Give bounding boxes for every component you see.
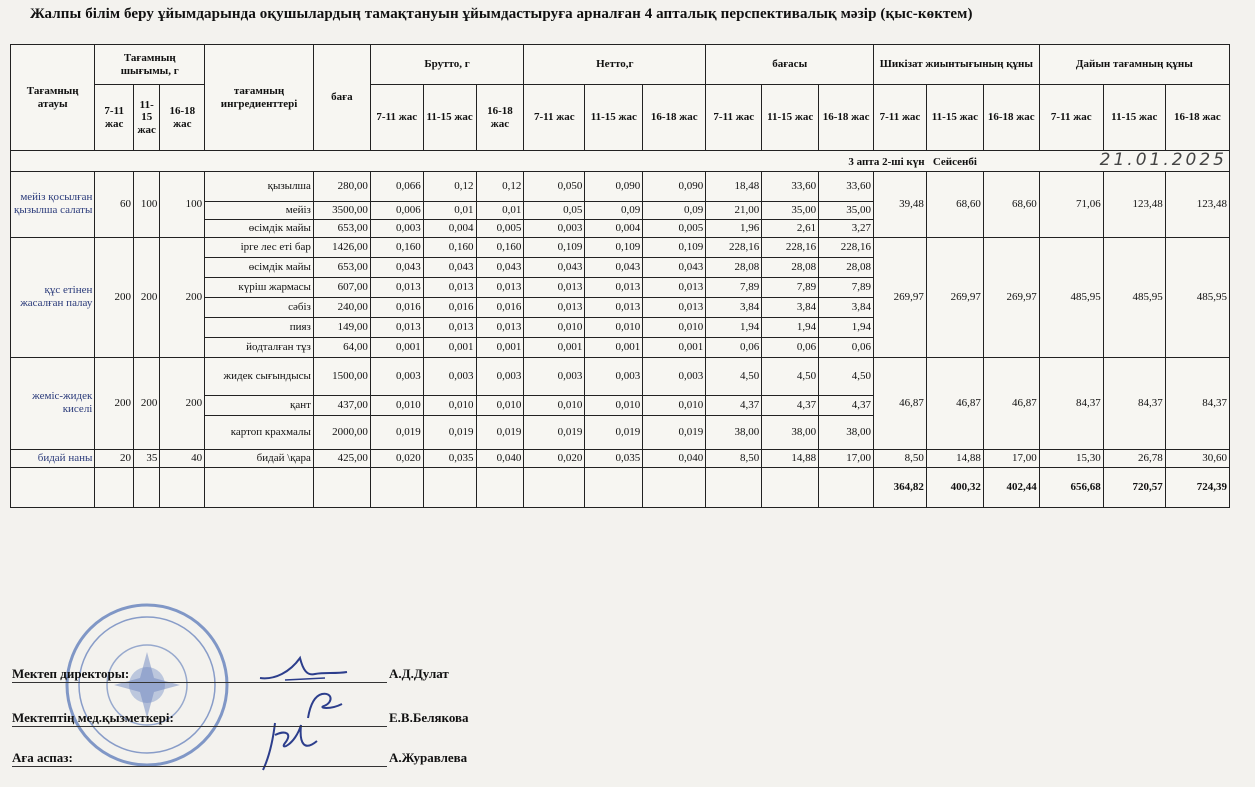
signature-chef <box>12 750 467 767</box>
menu-table <box>10 44 1230 508</box>
output-cell: 200 <box>134 237 160 357</box>
header-age-cost: 7-11 жас <box>706 85 762 151</box>
ready-cost-cell: 71,06 <box>1039 171 1103 237</box>
header-age-output: 16-18 жас <box>160 85 205 151</box>
cost-cell: 17,00 <box>819 449 874 467</box>
ready-cost-cell: 123,48 <box>1165 171 1229 237</box>
cost-cell: 3,27 <box>819 219 874 237</box>
empty-cell <box>205 467 314 507</box>
output-cell: 100 <box>160 171 205 237</box>
output-cell: 200 <box>160 357 205 449</box>
header-ready-cost: Дайын тағамның құны <box>1039 45 1229 85</box>
price-cell: 240,00 <box>313 297 370 317</box>
header-age-net: 11-15 жас <box>585 85 643 151</box>
net-cell: 0,109 <box>585 237 643 257</box>
price-cell: 149,00 <box>313 317 370 337</box>
net-cell: 0,090 <box>643 171 706 201</box>
price-cell: 1500,00 <box>313 357 370 395</box>
gross-cell: 0,12 <box>476 171 524 201</box>
net-cell: 0,035 <box>585 449 643 467</box>
cost-cell: 4,50 <box>819 357 874 395</box>
cost-cell: 4,37 <box>706 395 762 415</box>
gross-cell: 0,013 <box>476 317 524 337</box>
header-net: Нетто,г <box>524 45 706 85</box>
header-age-output: 11-15 жас <box>134 85 160 151</box>
net-cell: 0,013 <box>643 277 706 297</box>
gross-cell: 0,066 <box>370 171 423 201</box>
gross-cell: 0,003 <box>370 357 423 395</box>
cost-cell: 0,06 <box>819 337 874 357</box>
raw-total-cell: 68,60 <box>983 171 1039 237</box>
net-cell: 0,09 <box>585 201 643 219</box>
output-cell: 200 <box>95 237 134 357</box>
cost-cell: 4,37 <box>819 395 874 415</box>
empty-cell <box>476 467 524 507</box>
ready-cost-cell: 26,78 <box>1103 449 1165 467</box>
price-cell: 607,00 <box>313 277 370 297</box>
gross-cell: 0,013 <box>370 277 423 297</box>
empty-cell <box>11 467 95 507</box>
gross-cell: 0,043 <box>370 257 423 277</box>
gross-cell: 0,01 <box>423 201 476 219</box>
gross-cell: 0,013 <box>423 317 476 337</box>
raw-total-cell: 14,88 <box>926 449 983 467</box>
ready-cost-cell: 123,48 <box>1103 171 1165 237</box>
table-row <box>11 449 1230 467</box>
net-cell: 0,001 <box>585 337 643 357</box>
gross-cell: 0,003 <box>476 357 524 395</box>
net-cell: 0,043 <box>643 257 706 277</box>
empty-cell <box>134 467 160 507</box>
net-cell: 0,020 <box>524 449 585 467</box>
cost-cell: 3,84 <box>706 297 762 317</box>
empty-cell <box>370 467 423 507</box>
net-cell: 0,09 <box>643 201 706 219</box>
output-cell: 20 <box>95 449 134 467</box>
gross-cell: 0,01 <box>476 201 524 219</box>
output-cell: 200 <box>95 357 134 449</box>
cost-cell: 28,08 <box>819 257 874 277</box>
dish-name: бидай наны <box>11 449 95 467</box>
net-cell: 0,109 <box>643 237 706 257</box>
empty-cell <box>585 467 643 507</box>
table-row <box>11 237 1230 257</box>
ready-cost-cell: 15,30 <box>1039 449 1103 467</box>
gross-cell: 0,12 <box>423 171 476 201</box>
ready-cost-cell: 485,95 <box>1103 237 1165 357</box>
output-cell: 60 <box>95 171 134 237</box>
gross-cell: 0,016 <box>423 297 476 317</box>
table-row <box>11 171 1230 201</box>
gross-cell: 0,016 <box>476 297 524 317</box>
empty-cell <box>524 467 585 507</box>
ready-cost-cell: 30,60 <box>1165 449 1229 467</box>
ingredient-cell: сәбіз <box>205 297 314 317</box>
gross-cell: 0,001 <box>423 337 476 357</box>
output-cell: 40 <box>160 449 205 467</box>
price-cell: 653,00 <box>313 219 370 237</box>
net-cell: 0,004 <box>585 219 643 237</box>
ingredient-cell: қызылша <box>205 171 314 201</box>
total-raw-cell: 364,82 <box>874 467 927 507</box>
total-raw-cell: 402,44 <box>983 467 1039 507</box>
total-ready-cell: 720,57 <box>1103 467 1165 507</box>
empty-cell <box>819 467 874 507</box>
cost-cell: 18,48 <box>706 171 762 201</box>
raw-total-cell: 269,97 <box>983 237 1039 357</box>
header-age-output: 7-11 жас <box>95 85 134 151</box>
header-age-raw_total: 11-15 жас <box>926 85 983 151</box>
signature-medical-worker <box>12 710 469 727</box>
net-cell: 0,050 <box>524 171 585 201</box>
cost-cell: 4,37 <box>762 395 819 415</box>
cost-cell: 7,89 <box>706 277 762 297</box>
price-cell: 425,00 <box>313 449 370 467</box>
header-age-net: 16-18 жас <box>643 85 706 151</box>
cost-cell: 33,60 <box>762 171 819 201</box>
ingredient-cell: күріш жармасы <box>205 277 314 297</box>
totals-row <box>11 467 1230 507</box>
gross-cell: 0,013 <box>423 277 476 297</box>
gross-cell: 0,016 <box>370 297 423 317</box>
net-cell: 0,013 <box>585 277 643 297</box>
price-cell: 2000,00 <box>313 415 370 449</box>
document-title: Жалпы білім беру ұйымдарында оқушылардың тамақтануын ұйымдастыруға арналған 4 апталық перспективалық мәзір (қыс-көктем) <box>30 6 973 22</box>
official-stamp <box>62 600 232 770</box>
cost-cell: 28,08 <box>762 257 819 277</box>
header-age-ready_cost: 7-11 жас <box>1039 85 1103 151</box>
gross-cell: 0,004 <box>423 219 476 237</box>
cost-cell: 1,94 <box>819 317 874 337</box>
header-age-raw_total: 16-18 жас <box>983 85 1039 151</box>
table-row <box>11 357 1230 395</box>
empty-cell <box>643 467 706 507</box>
gross-cell: 0,160 <box>423 237 476 257</box>
raw-total-cell: 46,87 <box>926 357 983 449</box>
net-cell: 0,003 <box>643 357 706 395</box>
net-cell: 0,010 <box>524 317 585 337</box>
gross-cell: 0,003 <box>370 219 423 237</box>
net-cell: 0,040 <box>643 449 706 467</box>
empty-cell <box>160 467 205 507</box>
header-age-gross: 16-18 жас <box>476 85 524 151</box>
net-cell: 0,090 <box>585 171 643 201</box>
ready-cost-cell: 84,37 <box>1103 357 1165 449</box>
cost-cell: 3,84 <box>762 297 819 317</box>
cost-cell: 4,50 <box>706 357 762 395</box>
gross-cell: 0,020 <box>370 449 423 467</box>
net-cell: 0,013 <box>585 297 643 317</box>
cost-cell: 7,89 <box>762 277 819 297</box>
output-cell: 100 <box>134 171 160 237</box>
gross-cell: 0,019 <box>423 415 476 449</box>
output-cell: 200 <box>160 237 205 357</box>
header-cost: бағасы <box>706 45 874 85</box>
raw-total-cell: 46,87 <box>983 357 1039 449</box>
output-cell: 200 <box>134 357 160 449</box>
gross-cell: 0,010 <box>423 395 476 415</box>
header-ingredients: тағамның ингредиенттері <box>205 45 314 151</box>
ingredient-cell: картоп крахмалы <box>205 415 314 449</box>
gross-cell: 0,006 <box>370 201 423 219</box>
cost-cell: 0,06 <box>762 337 819 357</box>
ready-cost-cell: 84,37 <box>1165 357 1229 449</box>
raw-total-cell: 8,50 <box>874 449 927 467</box>
cost-cell: 228,16 <box>706 237 762 257</box>
net-cell: 0,010 <box>585 317 643 337</box>
gross-cell: 0,043 <box>476 257 524 277</box>
cost-cell: 35,00 <box>819 201 874 219</box>
net-cell: 0,010 <box>585 395 643 415</box>
gross-cell: 0,003 <box>423 357 476 395</box>
net-cell: 0,043 <box>524 257 585 277</box>
day-header <box>11 151 1230 172</box>
price-cell: 64,00 <box>313 337 370 357</box>
ingredient-cell: йодталған тұз <box>205 337 314 357</box>
net-cell: 0,019 <box>643 415 706 449</box>
ready-cost-cell: 485,95 <box>1039 237 1103 357</box>
cost-cell: 228,16 <box>762 237 819 257</box>
empty-cell <box>95 467 134 507</box>
net-cell: 0,005 <box>643 219 706 237</box>
net-cell: 0,001 <box>643 337 706 357</box>
gross-cell: 0,010 <box>370 395 423 415</box>
header-age-gross: 7-11 жас <box>370 85 423 151</box>
gross-cell: 0,013 <box>476 277 524 297</box>
signature-name: Е.В.Белякова <box>389 710 469 725</box>
cost-cell: 33,60 <box>819 171 874 201</box>
cost-cell: 38,00 <box>706 415 762 449</box>
net-cell: 0,001 <box>524 337 585 357</box>
gross-cell: 0,005 <box>476 219 524 237</box>
day-label: 3 апта 2-ші күн <box>848 156 925 168</box>
gross-cell: 0,160 <box>476 237 524 257</box>
cost-cell: 14,88 <box>762 449 819 467</box>
raw-total-cell: 68,60 <box>926 171 983 237</box>
net-cell: 0,109 <box>524 237 585 257</box>
cost-cell: 228,16 <box>819 237 874 257</box>
empty-cell <box>313 467 370 507</box>
cost-cell: 38,00 <box>762 415 819 449</box>
net-cell: 0,013 <box>524 277 585 297</box>
signature-name: А.Д.Дулат <box>389 666 449 681</box>
cost-cell: 4,50 <box>762 357 819 395</box>
weekday: Сейсенбі <box>932 156 977 168</box>
gross-cell: 0,019 <box>476 415 524 449</box>
cost-cell: 38,00 <box>819 415 874 449</box>
cost-cell: 8,50 <box>706 449 762 467</box>
ingredient-cell: өсімдік майы <box>205 257 314 277</box>
ingredient-cell: мейіз <box>205 201 314 219</box>
net-cell: 0,010 <box>643 317 706 337</box>
net-cell: 0,003 <box>585 357 643 395</box>
gross-cell: 0,019 <box>370 415 423 449</box>
dish-name: мейіз қосылған қызылша салаты <box>11 171 95 237</box>
ready-cost-cell: 84,37 <box>1039 357 1103 449</box>
cost-cell: 7,89 <box>819 277 874 297</box>
cost-cell: 1,94 <box>706 317 762 337</box>
price-cell: 1426,00 <box>313 237 370 257</box>
total-ready-cell: 656,68 <box>1039 467 1103 507</box>
header-age-ready_cost: 11-15 жас <box>1103 85 1165 151</box>
handwritten-date: 21.01.2025 <box>1099 150 1227 170</box>
net-cell: 0,019 <box>524 415 585 449</box>
header-age-cost: 11-15 жас <box>762 85 819 151</box>
gross-cell: 0,013 <box>370 317 423 337</box>
gross-cell: 0,160 <box>370 237 423 257</box>
ingredient-cell: жидек сығындысы <box>205 357 314 395</box>
net-cell: 0,003 <box>524 357 585 395</box>
net-cell: 0,010 <box>524 395 585 415</box>
raw-total-cell: 269,97 <box>874 237 927 357</box>
cost-cell: 3,84 <box>819 297 874 317</box>
cost-cell: 2,61 <box>762 219 819 237</box>
ingredient-cell: өсімдік майы <box>205 219 314 237</box>
empty-cell <box>423 467 476 507</box>
header-gross: Брутто, г <box>370 45 524 85</box>
signature-role: Мектептің мед.қызметкері: <box>12 710 387 727</box>
empty-cell <box>706 467 762 507</box>
net-cell: 0,003 <box>524 219 585 237</box>
signature-role: Мектеп директоры: <box>12 666 387 683</box>
output-cell: 35 <box>134 449 160 467</box>
cost-cell: 28,08 <box>706 257 762 277</box>
cost-cell: 1,96 <box>706 219 762 237</box>
gross-cell: 0,001 <box>476 337 524 357</box>
header-price: баға <box>313 45 370 151</box>
total-ready-cell: 724,39 <box>1165 467 1229 507</box>
header-age-raw_total: 7-11 жас <box>874 85 927 151</box>
header-age-ready_cost: 16-18 жас <box>1165 85 1229 151</box>
price-cell: 653,00 <box>313 257 370 277</box>
gross-cell: 0,040 <box>476 449 524 467</box>
gross-cell: 0,001 <box>370 337 423 357</box>
header-age-gross: 11-15 жас <box>423 85 476 151</box>
cost-cell: 0,06 <box>706 337 762 357</box>
signature-name: А.Журавлева <box>389 750 468 765</box>
raw-total-cell: 269,97 <box>926 237 983 357</box>
header-age-cost: 16-18 жас <box>819 85 874 151</box>
price-cell: 3500,00 <box>313 201 370 219</box>
net-cell: 0,010 <box>643 395 706 415</box>
total-raw-cell: 400,32 <box>926 467 983 507</box>
empty-cell <box>762 467 819 507</box>
ready-cost-cell: 485,95 <box>1165 237 1229 357</box>
cost-cell: 35,00 <box>762 201 819 219</box>
signature-role: Аға аспаз: <box>12 750 387 767</box>
ingredient-cell: қант <box>205 395 314 415</box>
header-raw-total: Шикізат жиынтығының құны <box>874 45 1040 85</box>
net-cell: 0,013 <box>643 297 706 317</box>
signature-director <box>12 666 449 683</box>
header-output: Тағамның шығымы, г <box>95 45 205 85</box>
raw-total-cell: 46,87 <box>874 357 927 449</box>
header-dish-name: Тағамның атауы <box>11 45 95 151</box>
cost-cell: 21,00 <box>706 201 762 219</box>
raw-total-cell: 17,00 <box>983 449 1039 467</box>
net-cell: 0,013 <box>524 297 585 317</box>
price-cell: 280,00 <box>313 171 370 201</box>
ingredient-cell: ірге лес еті бар <box>205 237 314 257</box>
dish-name: құс етінен жасалған палау <box>11 237 95 357</box>
gross-cell: 0,035 <box>423 449 476 467</box>
header-age-net: 7-11 жас <box>524 85 585 151</box>
ingredient-cell: пияз <box>205 317 314 337</box>
gross-cell: 0,043 <box>423 257 476 277</box>
net-cell: 0,019 <box>585 415 643 449</box>
price-cell: 437,00 <box>313 395 370 415</box>
dish-name: жеміс-жидек киселі <box>11 357 95 449</box>
gross-cell: 0,010 <box>476 395 524 415</box>
ingredient-cell: бидай \қара <box>205 449 314 467</box>
net-cell: 0,05 <box>524 201 585 219</box>
raw-total-cell: 39,48 <box>874 171 927 237</box>
cost-cell: 1,94 <box>762 317 819 337</box>
net-cell: 0,043 <box>585 257 643 277</box>
